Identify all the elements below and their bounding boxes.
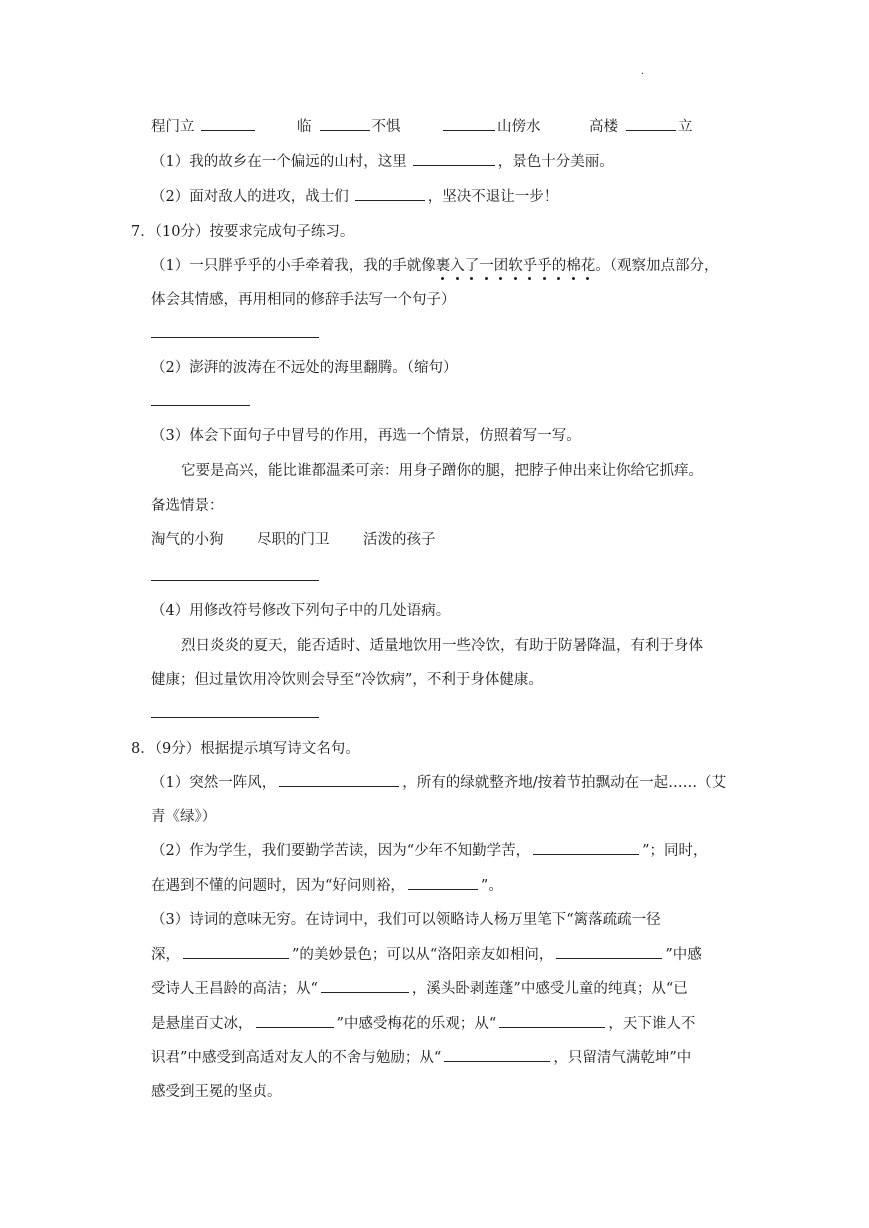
idiom-sentence-2	[151, 185, 558, 206]
q8-p2-blank-1[interactable]	[533, 840, 639, 855]
q8-part3-line4	[151, 1012, 695, 1033]
q7-part3-answer-line[interactable]	[151, 580, 319, 581]
q8-part1-line2: 青《绿》）	[151, 809, 217, 825]
q8-p3-blank-5[interactable]	[499, 1013, 605, 1028]
q7-part4: （4）用修改符号修改下列句子中的几处语病。	[151, 603, 451, 619]
q7-part3-option-3: 活泼的孩子	[363, 532, 436, 548]
idiom-2-prefix: 临	[297, 119, 312, 135]
q7-part3-options-label: 备选情景：	[151, 498, 224, 514]
q7-part3: （3）体会下面句子中冒号的作用，再选一个情景，仿照着写一写。	[151, 428, 581, 444]
q7-part3-option-1: 淘气的小狗	[151, 532, 224, 548]
q8-part3-line3	[151, 977, 688, 998]
emphasis-char: 团	[493, 258, 509, 274]
q8-p2-post: ”。	[480, 878, 503, 894]
emphasis-char: 一	[479, 258, 494, 274]
sentence-1-blank[interactable]	[413, 151, 495, 166]
q7-heading: 7．（10分）按要求完成句子练习。	[131, 224, 355, 240]
idiom-row	[151, 115, 258, 136]
q8-p3-blank-2[interactable]	[556, 944, 662, 959]
q8-p3-d1: 是悬崖百丈冰，	[151, 1016, 253, 1032]
q7-part1-line1	[151, 254, 718, 275]
q8-p3-b3: ”中感	[665, 947, 702, 963]
q8-part3-line5	[151, 1046, 691, 1067]
emphasis-char: 入	[450, 258, 465, 274]
q7-part3-option-2: 尽职的门卫	[257, 532, 330, 548]
idiom-1-blank[interactable]	[201, 116, 255, 131]
idiom-4-blank[interactable]	[626, 116, 676, 131]
sentence-2-blank[interactable]	[355, 186, 425, 201]
q8-p3-b1: 深，	[151, 947, 180, 963]
q8-part3-line1: （3）诗词的意味无穷。在诗词中，我们可以领略诗人杨万里笔下“篱落疏疏一径	[151, 912, 661, 928]
q8-heading: 8．（9分）根据提示填写诗文名句。	[131, 741, 360, 757]
emphasis-char: 乎	[537, 258, 552, 274]
q8-p3-d3: ，天下谁人不	[608, 1016, 696, 1032]
idiom-4-suffix: 立	[678, 119, 693, 135]
sentence-1-post: ，景色十分美丽。	[497, 154, 614, 170]
q7-part3-example: 它要是高兴，能比谁都温柔可亲：用身子蹭你的腿，把脖子伸出来让你给它抓痒。	[181, 463, 703, 479]
q8-part2-line1	[151, 839, 708, 860]
q8-p2-pre: （2）作为学生，我们要勤学苦读，因为“少年不知勤学苦，	[151, 843, 531, 859]
corner-mark: .	[641, 66, 645, 77]
q8-p3-blank-3[interactable]	[321, 978, 409, 993]
q8-p3-blank-6[interactable]	[444, 1047, 550, 1062]
q8-p3-blank-1[interactable]	[183, 944, 289, 959]
q8-p1-pre: （1）突然一阵风，	[151, 775, 277, 791]
idiom-row-3	[443, 115, 541, 136]
q8-p3-blank-4[interactable]	[256, 1013, 334, 1028]
q8-p3-e1: 识君”中感受到高适对友人的不舍与勉励；从“	[151, 1050, 442, 1066]
q7-p1-post: 。（观察加点部分，	[595, 258, 719, 274]
emphasis-char: 花	[580, 258, 596, 274]
q8-p3-c2: ，溪头卧剥莲蓬”中感受儿童的纯真；从“已	[411, 981, 688, 997]
q8-part3-line6: 感受到王冕的坚贞。	[151, 1084, 282, 1100]
q8-p1-post: ，所有的绿就整齐地/按着节拍飘动在一起……（艾	[402, 775, 727, 791]
q8-p2-pre2: 在遇到不懂的问题时，因为“好问则裕，	[151, 878, 405, 894]
idiom-sentence-1	[151, 150, 614, 171]
q7-part4-line1: 烈日炎炎的夏天，能否适时、适量地饮用一些冷饮，有助于防暑降温，有利于身体	[181, 638, 703, 654]
q8-p3-c1: 受诗人王昌龄的高洁；从“	[151, 981, 318, 997]
q7-p1-dotted	[436, 258, 596, 274]
sentence-1-pre: （1）我的故乡在一个偏远的山村，这里	[151, 154, 407, 170]
sentence-2-pre: （2）面对敌人的进攻，战士们	[151, 189, 349, 205]
q8-part2-line2	[151, 874, 503, 895]
q7-part4-answer-line[interactable]	[151, 717, 319, 718]
q8-p3-d2: ”中感受梅花的乐观；从“	[336, 1016, 497, 1032]
q8-part1-line1	[151, 771, 726, 792]
q8-p3-b2: ”的美妙景色；可以从“洛阳亲友如相问，	[292, 947, 554, 963]
q7-part2-answer-line[interactable]	[151, 405, 250, 406]
idiom-2-suffix: 不惧	[371, 119, 401, 135]
idiom-row-2	[297, 115, 401, 136]
q8-p2-blank-2[interactable]	[408, 875, 478, 890]
emphasis-char: 乎	[522, 258, 538, 274]
q8-p1-blank[interactable]	[279, 772, 399, 787]
idiom-1-prefix: 程门立	[151, 119, 195, 135]
emphasis-char: 了	[464, 258, 480, 274]
q7-part1-line2: 体会其情感，再用相同的修辞手法写一个句子）	[151, 292, 456, 308]
emphasis-char: 棉	[566, 258, 581, 274]
idiom-3-suffix: 山傍水	[497, 119, 541, 135]
idiom-row-4	[589, 115, 693, 136]
q7-p1-pre: （1）一只胖乎乎的小手牵着我，我的手就像	[151, 258, 436, 274]
q7-part2: （2）澎湃的波涛在不远处的海里翻腾。（缩句）	[151, 360, 458, 376]
sentence-2-post: ，坚决不退让一步！	[427, 189, 559, 205]
emphasis-char: 裹	[435, 258, 451, 274]
emphasis-char: 的	[551, 258, 567, 274]
q8-p3-e2: ，只留清气满乾坤”中	[553, 1050, 692, 1066]
emphasis-char: 软	[508, 258, 523, 274]
idiom-2-blank[interactable]	[320, 116, 370, 131]
q8-part3-line2	[151, 943, 702, 964]
q7-part4-line2: 健康；但过量饮用冷饮则会导至“冷饮病”，不利于身体健康。	[151, 672, 543, 688]
q8-p2-mid: ”；同时，	[642, 843, 708, 859]
idiom-4-prefix: 高楼	[589, 119, 618, 135]
q7-part1-answer-line[interactable]	[151, 337, 319, 338]
idiom-3-blank[interactable]	[443, 116, 495, 131]
